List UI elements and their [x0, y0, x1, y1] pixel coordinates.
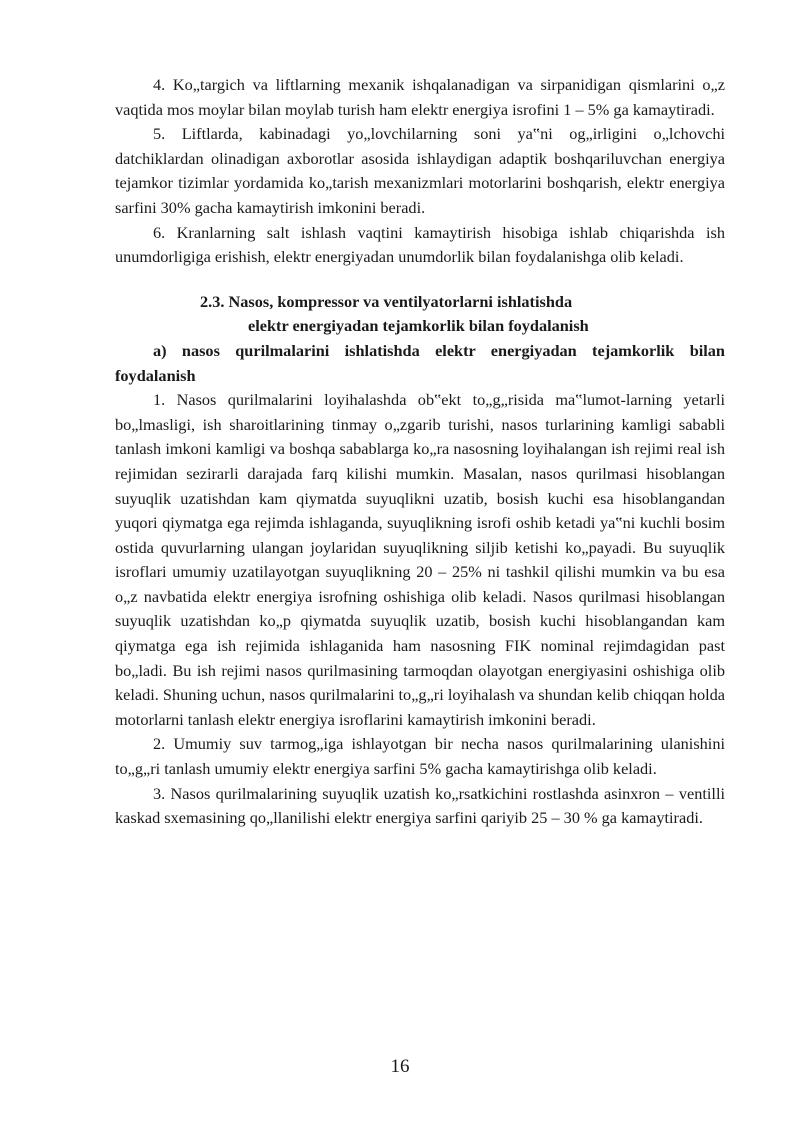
paragraph-item-6: 6. Kranlarning salt ishlash vaqtini kamaytirish hisobiga ishlab chiqarishda ish unumdorligiga erishish, elektr energiyadan unumdorlik bilan foydalanishga olib keladi. — [115, 222, 725, 267]
paragraph-item-5: 5. Liftlarda, kabinadagi yo„lovchilarning soni ya‟ni og„irligini o„lchovchi datchiklardan olinadigan axborotlar asosida ishlaydigan adaptik boshqariluvchan energiya tejamkor tizimlar yordamida ko„tarish mexanizmlari motorlarini boshqarish, elektr energiya sarfini 30% gacha kamaytirish imkonini beradi. — [115, 124, 725, 217]
section-title-line-1: 2.3. Nasos, kompressor va ventilyatorlarni ishlatishda — [200, 291, 573, 311]
paragraph-pump-1: 1. Nasos qurilmalarini loyihalashda ob‟ekt to„g„risida ma‟lumot-larning yetarli bo„lmasligi, ish sharoitlarining tinmay o„zgarib turishi, nasos turlarining kamligi sababli tanlash imkoni kamligi va boshqa sabablarga ko„ra nasosning loyihalangan ish rejimi real ish rejimidan sezirarli darajada farq kilishi mumkin. Masalan, nasos qurilmasi hisoblangan suyuqlik uzatishdan kam qiymatda suyuqlikni uzatib, bosish kuchi esa hisoblangandan yuqori qiymatga ega rejimda ishlaganda, suyuqlikning isrofi oshib ketadi ya‟ni kuchli bosim ostida quvurlarning ulangan joylaridan suyuqlikning siljib ketishi ko„payadi. Bu suyuqlik isroflari umumiy uzatilayotgan suyuqlikning 20 – 25% ni tashkil qilishi mumkin va bu esa o„z navbatida elektr energiya isrofning oshishiga olib keladi. Nasos qurilmasi hisoblangan suyuqlik uzatishdan ko„p qiymatda suyuqlik uzatib, bosish kuchi hisoblangandan kam qiymatga ega ish rejimida ishlaganida ham nasosning FIK nominal rejimdagidan past bo„ladi. Bu ish rejimi nasos qurilmasining tarmoqdan olayotgan energiyasini oshishiga olib keladi. Shuning uchun, nasos qurilmalarini to„g„ri loyihalash va shundan kelib chiqqan holda motorlarni tanlash elektr energiya isroflarini kamaytirish imkonini beradi. — [115, 390, 725, 729]
page-number: 16 — [390, 1056, 410, 1077]
paragraph-item-4: 4. Ko„targich va liftlarning mexanik ishqalanadigan va sirpanidigan qismlarini o„z vaqtida mos moylar bilan moylab turish ham elektr energiya isrofini 1 – 5% ga kamaytiradi. — [115, 75, 725, 119]
paragraph-pump-2: 2. Umumiy suv tarmog„iga ishlayotgan bir necha nasos qurilmalarining ulanishini to„g„ri tanlash umumiy elektr energiya sarfini 5% gacha kamaytirishga olib keladi. — [115, 734, 725, 779]
section-title — [115, 290, 725, 339]
section-title-line-2: elektr energiyadan tejamkorlik bilan foydalanish — [248, 316, 589, 336]
paragraph-pump-3: 3. Nasos qurilmalarining suyuqlik uzatish ko„rsatkichini rostlashda asinxron – ventilli kaskad sxemasining qo„llanilishi elektr energiya sarfini qariyib 25 – 30 % ga kamaytiradi. — [115, 783, 725, 828]
subsection-heading: a) nasos qurilmalarini ishlatishda elektr energiyadan tejamkorlik bilan foydalanish — [115, 340, 725, 385]
page-body — [115, 73, 725, 831]
